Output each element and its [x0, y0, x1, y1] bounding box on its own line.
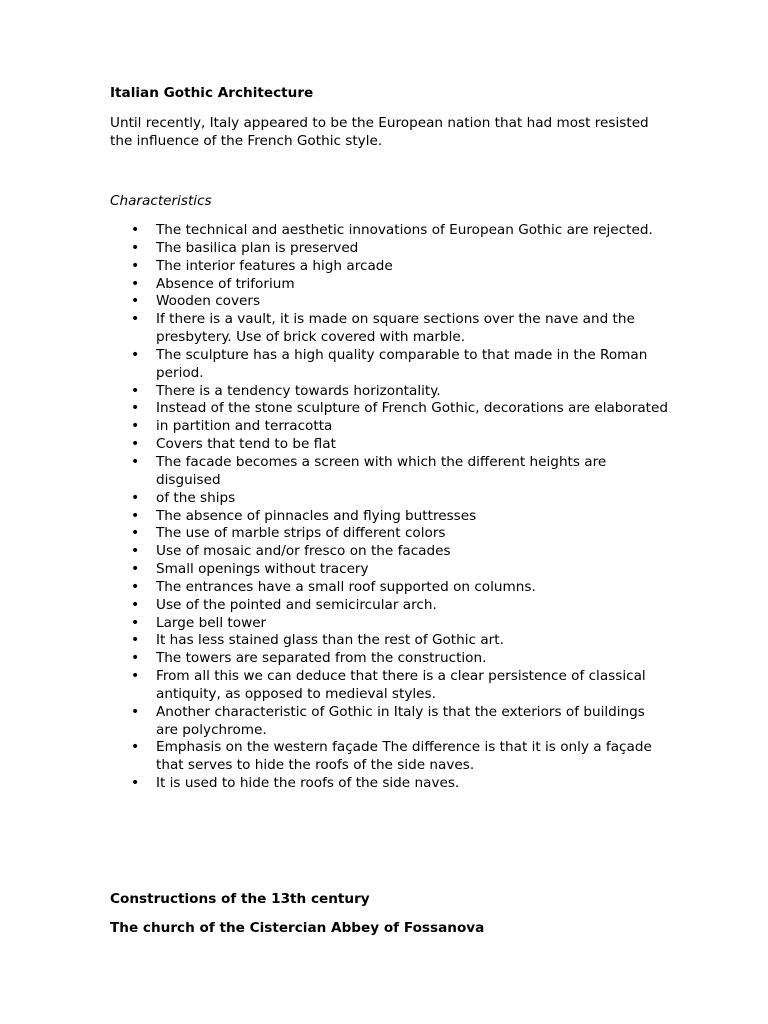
list-item-text: of the ships — [156, 489, 236, 506]
bullet-icon: • — [131, 382, 140, 399]
bullet-icon: • — [131, 239, 140, 256]
section-heading-13th-century: Constructions of the 13th century — [110, 891, 370, 907]
bullet-icon: • — [131, 775, 140, 792]
list-item — [110, 400, 670, 418]
list-item — [110, 775, 670, 793]
bullet-icon: • — [131, 257, 140, 274]
bullet-icon: • — [131, 561, 140, 578]
list-item — [110, 543, 670, 561]
characteristics-list — [110, 222, 670, 793]
bullet-icon: • — [131, 596, 140, 613]
list-item — [110, 704, 670, 740]
list-item-text: Wooden covers — [156, 293, 261, 310]
bullet-icon: • — [131, 346, 140, 363]
list-item-text: The technical and aesthetic innovations of European Gothic are rejected. — [156, 222, 653, 238]
list-item — [110, 668, 670, 704]
list-item — [110, 597, 670, 615]
list-item — [110, 347, 670, 383]
bullet-icon: • — [131, 275, 140, 292]
bullet-icon: • — [131, 453, 140, 470]
list-item-text: The towers are separated from the construction. — [156, 650, 487, 667]
list-item-text: Another characteristic of Gothic in Italy is that the exteriors of buildings are polychrome. — [156, 703, 645, 738]
list-item-text: in partition and terracotta — [156, 418, 333, 435]
bullet-icon: • — [131, 650, 140, 667]
list-item — [110, 525, 670, 543]
list-item — [110, 490, 670, 508]
characteristics-heading: Characteristics — [110, 193, 212, 209]
intro-paragraph: Until recently, Italy appeared to be the European nation that had most resisted the influence of the French Gothic style. — [110, 115, 649, 149]
bullet-icon: • — [131, 632, 140, 649]
bullet-icon: • — [131, 507, 140, 524]
list-item-text: Covers that tend to be flat — [156, 436, 336, 453]
bullet-icon: • — [131, 436, 140, 453]
list-item — [110, 561, 670, 579]
list-item — [110, 293, 670, 311]
list-item-text: Absence of triforium — [156, 275, 295, 292]
document-title: Italian Gothic Architecture — [110, 85, 314, 101]
list-item — [110, 650, 670, 668]
list-item-text: The use of marble strips of different colors — [156, 525, 446, 542]
bullet-icon: • — [131, 293, 140, 310]
list-item-text: The basilica plan is preserved — [156, 239, 359, 256]
bullet-icon: • — [131, 311, 140, 328]
list-item — [110, 276, 670, 294]
bullet-icon: • — [131, 614, 140, 631]
list-item — [110, 222, 670, 240]
list-item-text: The interior features a high arcade — [156, 257, 393, 274]
bullet-icon: • — [131, 703, 140, 720]
list-item-text: Use of mosaic and/or fresco on the facades — [156, 543, 451, 560]
list-item-text: Large bell tower — [156, 614, 267, 631]
list-item-text: Small openings without tracery — [156, 561, 369, 578]
bullet-icon: • — [131, 222, 140, 238]
list-item-text: Emphasis on the western façade The difference is that it is only a façade that serves to hide the roofs of the side naves. — [156, 739, 652, 774]
bullet-icon: • — [131, 739, 140, 756]
list-item — [110, 508, 670, 526]
bullet-icon: • — [131, 525, 140, 542]
list-item — [110, 615, 670, 633]
list-item-text: From all this we can deduce that there is a clear persistence of classical antiquity, as opposed to medieval styles. — [156, 668, 646, 702]
list-item — [110, 579, 670, 597]
list-item-text: It is used to hide the roofs of the side naves. — [156, 775, 460, 792]
list-item — [110, 418, 670, 436]
list-item — [110, 436, 670, 454]
list-item — [110, 739, 670, 775]
list-item — [110, 632, 670, 650]
list-item — [110, 258, 670, 276]
list-item — [110, 311, 670, 347]
bullet-icon: • — [131, 418, 140, 435]
bullet-icon: • — [131, 668, 140, 685]
list-item-text: It has less stained glass than the rest of Gothic art. — [156, 632, 504, 649]
bullet-icon: • — [131, 400, 140, 417]
list-item-text: The entrances have a small roof supported on columns. — [156, 578, 536, 595]
list-item-text: Use of the pointed and semicircular arch. — [156, 596, 437, 613]
list-item — [110, 383, 670, 401]
list-item-text: If there is a vault, it is made on square sections over the nave and the presbytery. Use of brick covered with marble. — [156, 311, 635, 346]
list-item — [110, 240, 670, 258]
bullet-icon: • — [131, 489, 140, 506]
list-item-text: Instead of the stone sculpture of French Gothic, decorations are elaborated — [156, 400, 668, 417]
bullet-icon: • — [131, 578, 140, 595]
list-item-text: There is a tendency towards horizontality. — [156, 382, 441, 399]
list-item-text: The facade becomes a screen with which the different heights are disguised — [156, 453, 607, 488]
list-item-text: The sculpture has a high quality comparable to that made in the Roman period. — [156, 346, 648, 381]
list-item-text: The absence of pinnacles and flying buttresses — [156, 507, 477, 524]
bullet-icon: • — [131, 543, 140, 560]
section-heading-fossanova: The church of the Cistercian Abbey of Fossanova — [110, 920, 485, 936]
list-item — [110, 454, 670, 490]
